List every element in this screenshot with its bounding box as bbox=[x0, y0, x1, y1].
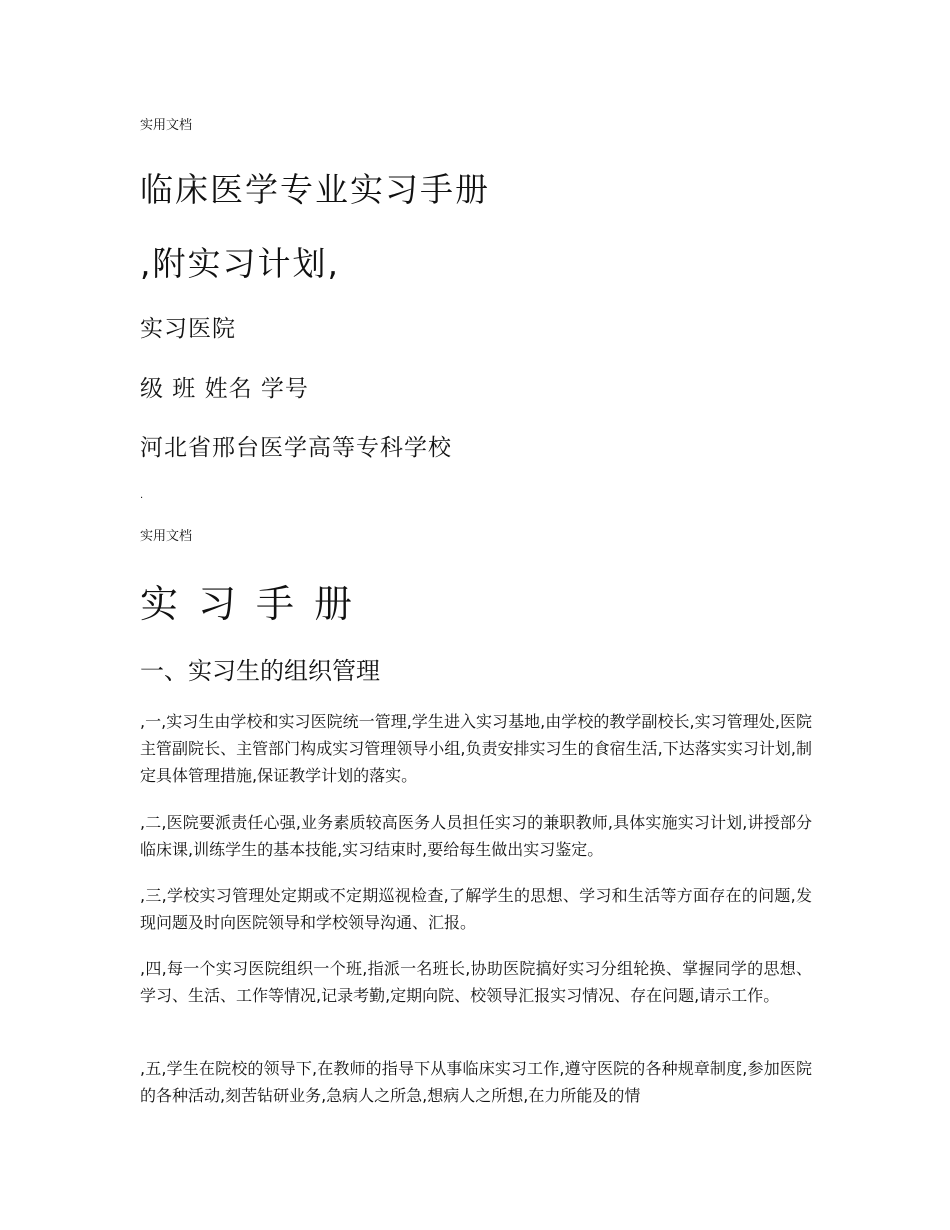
page-header-label: 实用文档 bbox=[140, 529, 193, 544]
school-name: 河北省邢台医学高等专科学校 bbox=[140, 435, 452, 461]
section-heading: 一、实习生的组织管理 bbox=[140, 657, 380, 685]
paragraph-2: ,二,医院要派责任心强,业务素质较高医务人员担任实习的兼职教师,具体实施实习计划,讲授部分临床课,训练学生的基本技能,实习结束时,要给每生做出实习鉴定。 bbox=[140, 813, 812, 859]
paragraph-3: ,三,学校实习管理处定期或不定期巡视检查,了解学生的思想、学习和生活等方面存在的问题,发现问题及时向医院领导和学校领导沟通、汇报。 bbox=[140, 886, 812, 932]
paragraph-5: ,五,学生在院校的领导下,在教师的指导下从事临床实习工作,遵守医院的各种规章制度,参加医院的各种活动,刻苦钻研业务,急病人之所急,想病人之所想,在力所能及的情 bbox=[140, 1059, 812, 1105]
paragraph-1: ,一,实习生由学校和实习医院统一管理,学生进入实习基地,由学校的教学副校长,实习管理处,医院主管副院长、主管部门构成实习管理领导小组,负责安排实习生的食宿生活,下达落实实习计划,制定具体管理措施,保证教学计划的落实。 bbox=[140, 712, 812, 785]
page-header-label: 实用文档 bbox=[140, 118, 193, 133]
handbook-title: 实习手册 bbox=[140, 582, 373, 626]
document-subtitle: ,附实习计划, bbox=[140, 244, 340, 283]
paragraph-4: ,四,每一个实习医院组织一个班,指派一名班长,协助医院搞好实习分组轮换、掌握同学的思想、学习、生活、工作等情况,记录考勤,定期向院、校领导汇报实习情况、存在问题,请示工作。 bbox=[140, 959, 812, 1005]
student-info-line: 级 班 姓名 学号 bbox=[140, 376, 309, 402]
hospital-field-label: 实习医院 bbox=[140, 316, 236, 342]
page-end-mark: . bbox=[140, 490, 144, 501]
document-title: 临床医学专业实习手册 bbox=[140, 170, 490, 209]
